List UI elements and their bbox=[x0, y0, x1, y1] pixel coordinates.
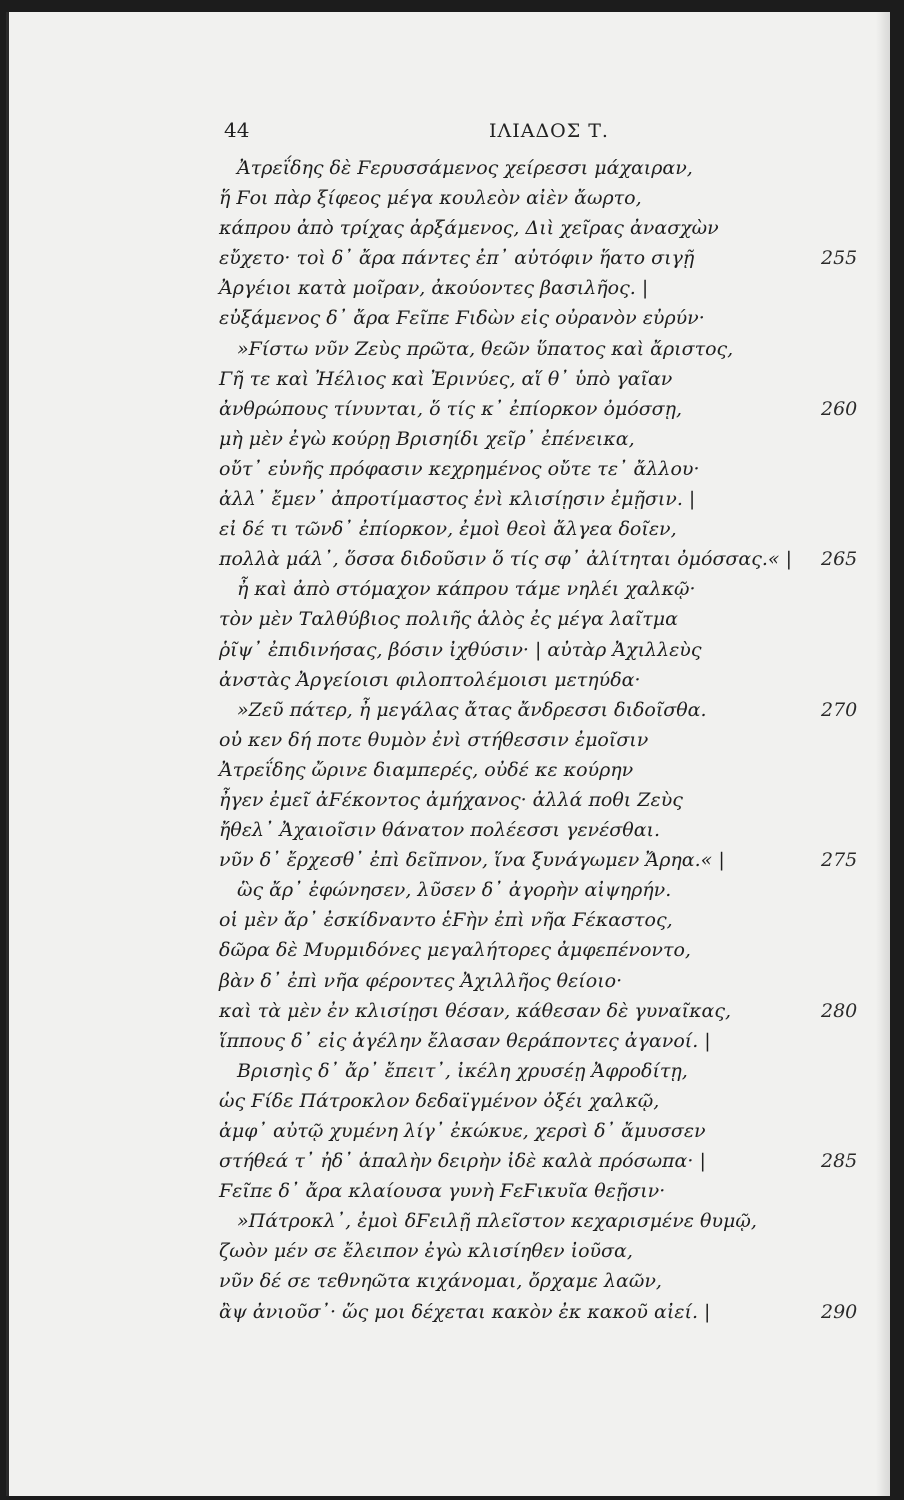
page-header bbox=[9, 114, 890, 154]
verse-text: Ϝεῖπε δ᾽ ἄρα κλαίουσα γυνὴ ϜεϜικυῖα θεῇσιν· bbox=[219, 1180, 666, 1203]
verse-text: Γῆ τε καὶ Ἠέλιος καὶ Ἐρινύες, αἵ θ᾽ ὑπὸ γαῖαν bbox=[219, 367, 673, 390]
verse-line bbox=[9, 153, 890, 183]
verse-text: ζωὸν μέν σε ἔλειπον ἐγὼ κλισίηθεν ἰοῦσα, bbox=[219, 1240, 633, 1263]
verse-text: ἤθελ᾽ Ἀχαιοῖσιν θάνατον πολέεσσι γενέσθαι. bbox=[219, 819, 661, 842]
verse-text: »Ζεῦ πάτερ, ἦ μεγάλας ἄτας ἄνδρεσσι διδοῖσθα. bbox=[237, 698, 707, 721]
verse-text: κάπρου ἀπὸ τρίχας ἀρξάμενος, Διὶ χεῖρας ἀνασχὼν bbox=[219, 217, 719, 240]
verse-text: ἀνθρώπους τίνυνται, ὅ τίς κ᾽ ἐπίορκον ὀμόσσῃ, bbox=[219, 397, 683, 420]
verse-line bbox=[9, 725, 890, 755]
verse-text: τὸν μὲν Ταλθύβιος πολιῆς ἁλὸς ἐς μέγα λαῖτμα bbox=[219, 608, 678, 631]
running-title: ΙΛΙΑΔΟΣ Τ. bbox=[489, 120, 609, 142]
verse-line bbox=[9, 454, 890, 484]
verse-text: νῦν δ᾽ ἔρχεσθ᾽ ἐπὶ δεῖπνον, ἵνα ξυνάγωμεν Ἄρηα.« | bbox=[219, 849, 725, 872]
verse-line bbox=[9, 1086, 890, 1116]
verse-number: 260 bbox=[821, 397, 858, 420]
verse-text: καὶ τὰ μὲν ἐν κλισίῃσι θέσαν, κάθεσαν δὲ γυναῖκας, bbox=[219, 999, 732, 1022]
verse-text: ἀμφ᾽ αὐτῷ χυμένη λίγ᾽ ἐκώκυε, χερσὶ δ᾽ ἄμυσσεν bbox=[219, 1120, 706, 1142]
verse-line bbox=[9, 1297, 890, 1327]
verse-line bbox=[9, 1266, 890, 1296]
verse-line bbox=[9, 544, 890, 574]
verse-text: εἰ δέ τι τῶνδ᾽ ἐπίορκον, ἐμοὶ θεοὶ ἄλγεα δοῖεν, bbox=[219, 518, 677, 541]
verse-line bbox=[9, 183, 890, 213]
verse-line bbox=[9, 996, 890, 1026]
verse-text: ἦγεν ἐμεῖ ἀϜέκοντος ἀμήχανος· ἀλλά ποθι Ζεὺς bbox=[219, 788, 683, 811]
verse-line bbox=[9, 334, 890, 364]
verse-number: 290 bbox=[821, 1300, 858, 1323]
verse-line bbox=[9, 1026, 890, 1056]
verse-line bbox=[9, 755, 890, 785]
verse-text: οὔτ᾽ εὐνῆς πρόφασιν κεχρημένος οὔτε τε᾽ ἄλλου· bbox=[219, 457, 700, 480]
verse-line bbox=[9, 785, 890, 815]
verse-line bbox=[9, 1116, 890, 1146]
verse-number: 270 bbox=[821, 698, 858, 721]
verse-text: Ἀργέιοι κατὰ μοῖραν, ἀκούοντες βασιλῆος. | bbox=[219, 277, 649, 300]
verse-text: στήθεά τ᾽ ἠδ᾽ ἁπαλὴν δειρὴν ἰδὲ καλὰ πρόσωπα· | bbox=[219, 1150, 706, 1173]
book-page bbox=[6, 12, 890, 1496]
verse-line bbox=[9, 213, 890, 243]
verse-line bbox=[9, 243, 890, 273]
verse-text: εὐξάμενος δ᾽ ἄρα Ϝεῖπε Ϝιδὼν εἰς οὐρανὸν εὐρύν· bbox=[219, 307, 705, 330]
verse-line bbox=[9, 1146, 890, 1176]
verse-text: »Πάτροκλ᾽, ἐμοὶ δϜειλῇ πλεῖστον κεχαρισμένε θυμῷ, bbox=[237, 1210, 757, 1233]
verse-line bbox=[9, 875, 890, 905]
verse-line bbox=[9, 1056, 890, 1086]
verse-text: ἂψ ἀνιοῦσ᾽· ὥς μοι δέχεται κακὸν ἐκ κακοῦ αἰεί. | bbox=[219, 1300, 711, 1323]
verse-text: »Ϝίστω νῦν Ζεὺς πρῶτα, θεῶν ὕπατος καὶ ἄριστος, bbox=[237, 337, 734, 360]
verse-line bbox=[9, 484, 890, 514]
verse-text: βὰν δ᾽ ἐπὶ νῆα φέροντες Ἀχιλλῆος θείοιο· bbox=[219, 969, 623, 992]
verse-number: 275 bbox=[821, 849, 858, 872]
verse-line bbox=[9, 635, 890, 665]
verse-line bbox=[9, 1176, 890, 1206]
verse-text: ἀνστὰς Ἀργείοισι φιλοπτολέμοισι μετηύδα· bbox=[219, 668, 641, 691]
page-number: 44 bbox=[224, 118, 250, 142]
verse-text: δῶρα δὲ Μυρμιδόνες μεγαλήτορες ἀμφεπένοντο, bbox=[219, 939, 691, 962]
verse-text: ὡς Ϝίδε Πάτροκλον δεδαϊγμένον ὀξέι χαλκῷ, bbox=[219, 1089, 660, 1112]
verse-line bbox=[9, 905, 890, 935]
verse-line bbox=[9, 394, 890, 424]
verse-text: νῦν δέ σε τεθνηῶτα κιχάνομαι, ὄρχαμε λαῶν, bbox=[219, 1270, 662, 1293]
verse-line bbox=[9, 514, 890, 544]
verse-line bbox=[9, 665, 890, 695]
verse-text: μὴ μὲν ἐγὼ κούρῃ Βρισηίδι χεῖρ᾽ ἐπένεικα, bbox=[219, 427, 635, 450]
verse-line bbox=[9, 574, 890, 604]
verse-text: ὣς ἄρ᾽ ἐφώνησεν, λῦσεν δ᾽ ἀγορὴν αἰψηρήν. bbox=[237, 879, 672, 902]
verse-text: πολλὰ μάλ᾽, ὅσσα διδοῦσιν ὅ τίς σφ᾽ ἀλίτηται ὀμόσσας.« | bbox=[219, 548, 792, 571]
verse-text: ἀλλ᾽ ἔμεν᾽ ἀπροτίμαστος ἐνὶ κλισίῃσιν ἐμῇσιν. | bbox=[219, 488, 696, 511]
verse-line bbox=[9, 695, 890, 725]
verse-number: 265 bbox=[821, 548, 858, 571]
verse-line bbox=[9, 424, 890, 454]
verse-line bbox=[9, 604, 890, 634]
verse-line bbox=[9, 273, 890, 303]
verse-number: 255 bbox=[821, 247, 858, 270]
verse-text: ἦ καὶ ἀπὸ στόμαχον κάπρου τάμε νηλέι χαλκῷ· bbox=[237, 578, 696, 601]
verse-line bbox=[9, 815, 890, 845]
verse-text: οὐ κεν δή ποτε θυμὸν ἐνὶ στήθεσσιν ἐμοῖσιν bbox=[219, 728, 649, 751]
verse-number: 285 bbox=[821, 1150, 858, 1173]
verse-text: Βρισηὶς δ᾽ ἄρ᾽ ἔπειτ᾽, ἰκέλη χρυσέῃ Ἀφροδίτῃ, bbox=[237, 1059, 688, 1082]
verse-line bbox=[9, 364, 890, 394]
verse-block bbox=[9, 153, 890, 1327]
verse-line bbox=[9, 935, 890, 965]
verse-text: Ἀτρεΐδης ὤρινε διαμπερές, οὐδέ κε κούρην bbox=[219, 758, 634, 781]
verse-line bbox=[9, 1236, 890, 1266]
verse-line bbox=[9, 845, 890, 875]
verse-line bbox=[9, 303, 890, 333]
verse-text: οἱ μὲν ἄρ᾽ ἐσκίδναντο ἑϜὴν ἐπὶ νῆα Ϝέκαστος, bbox=[219, 909, 673, 932]
verse-line bbox=[9, 966, 890, 996]
verse-text: εὔχετο· τοὶ δ᾽ ἄρα πάντες ἐπ᾽ αὐτόφιν ἥατο σιγῇ bbox=[219, 247, 695, 270]
verse-text: Ἀτρεΐδης δὲ Ϝερυσσάμενος χείρεσσι μάχαιραν, bbox=[237, 157, 693, 179]
verse-text: ῥῖψ᾽ ἐπιδινήσας, βόσιν ἰχθύσιν· | αὐτὰρ Ἀχιλλεὺς bbox=[219, 638, 702, 661]
verse-text: ἵππους δ᾽ εἰς ἀγέλην ἔλασαν θεράποντες ἀγανοί. | bbox=[219, 1029, 711, 1052]
verse-line bbox=[9, 1206, 890, 1236]
verse-number: 280 bbox=[821, 999, 858, 1022]
verse-text: ἥ Ϝοι πὰρ ξίφεος μέγα κουλεὸν αἰὲν ἄωρτο, bbox=[219, 187, 642, 210]
